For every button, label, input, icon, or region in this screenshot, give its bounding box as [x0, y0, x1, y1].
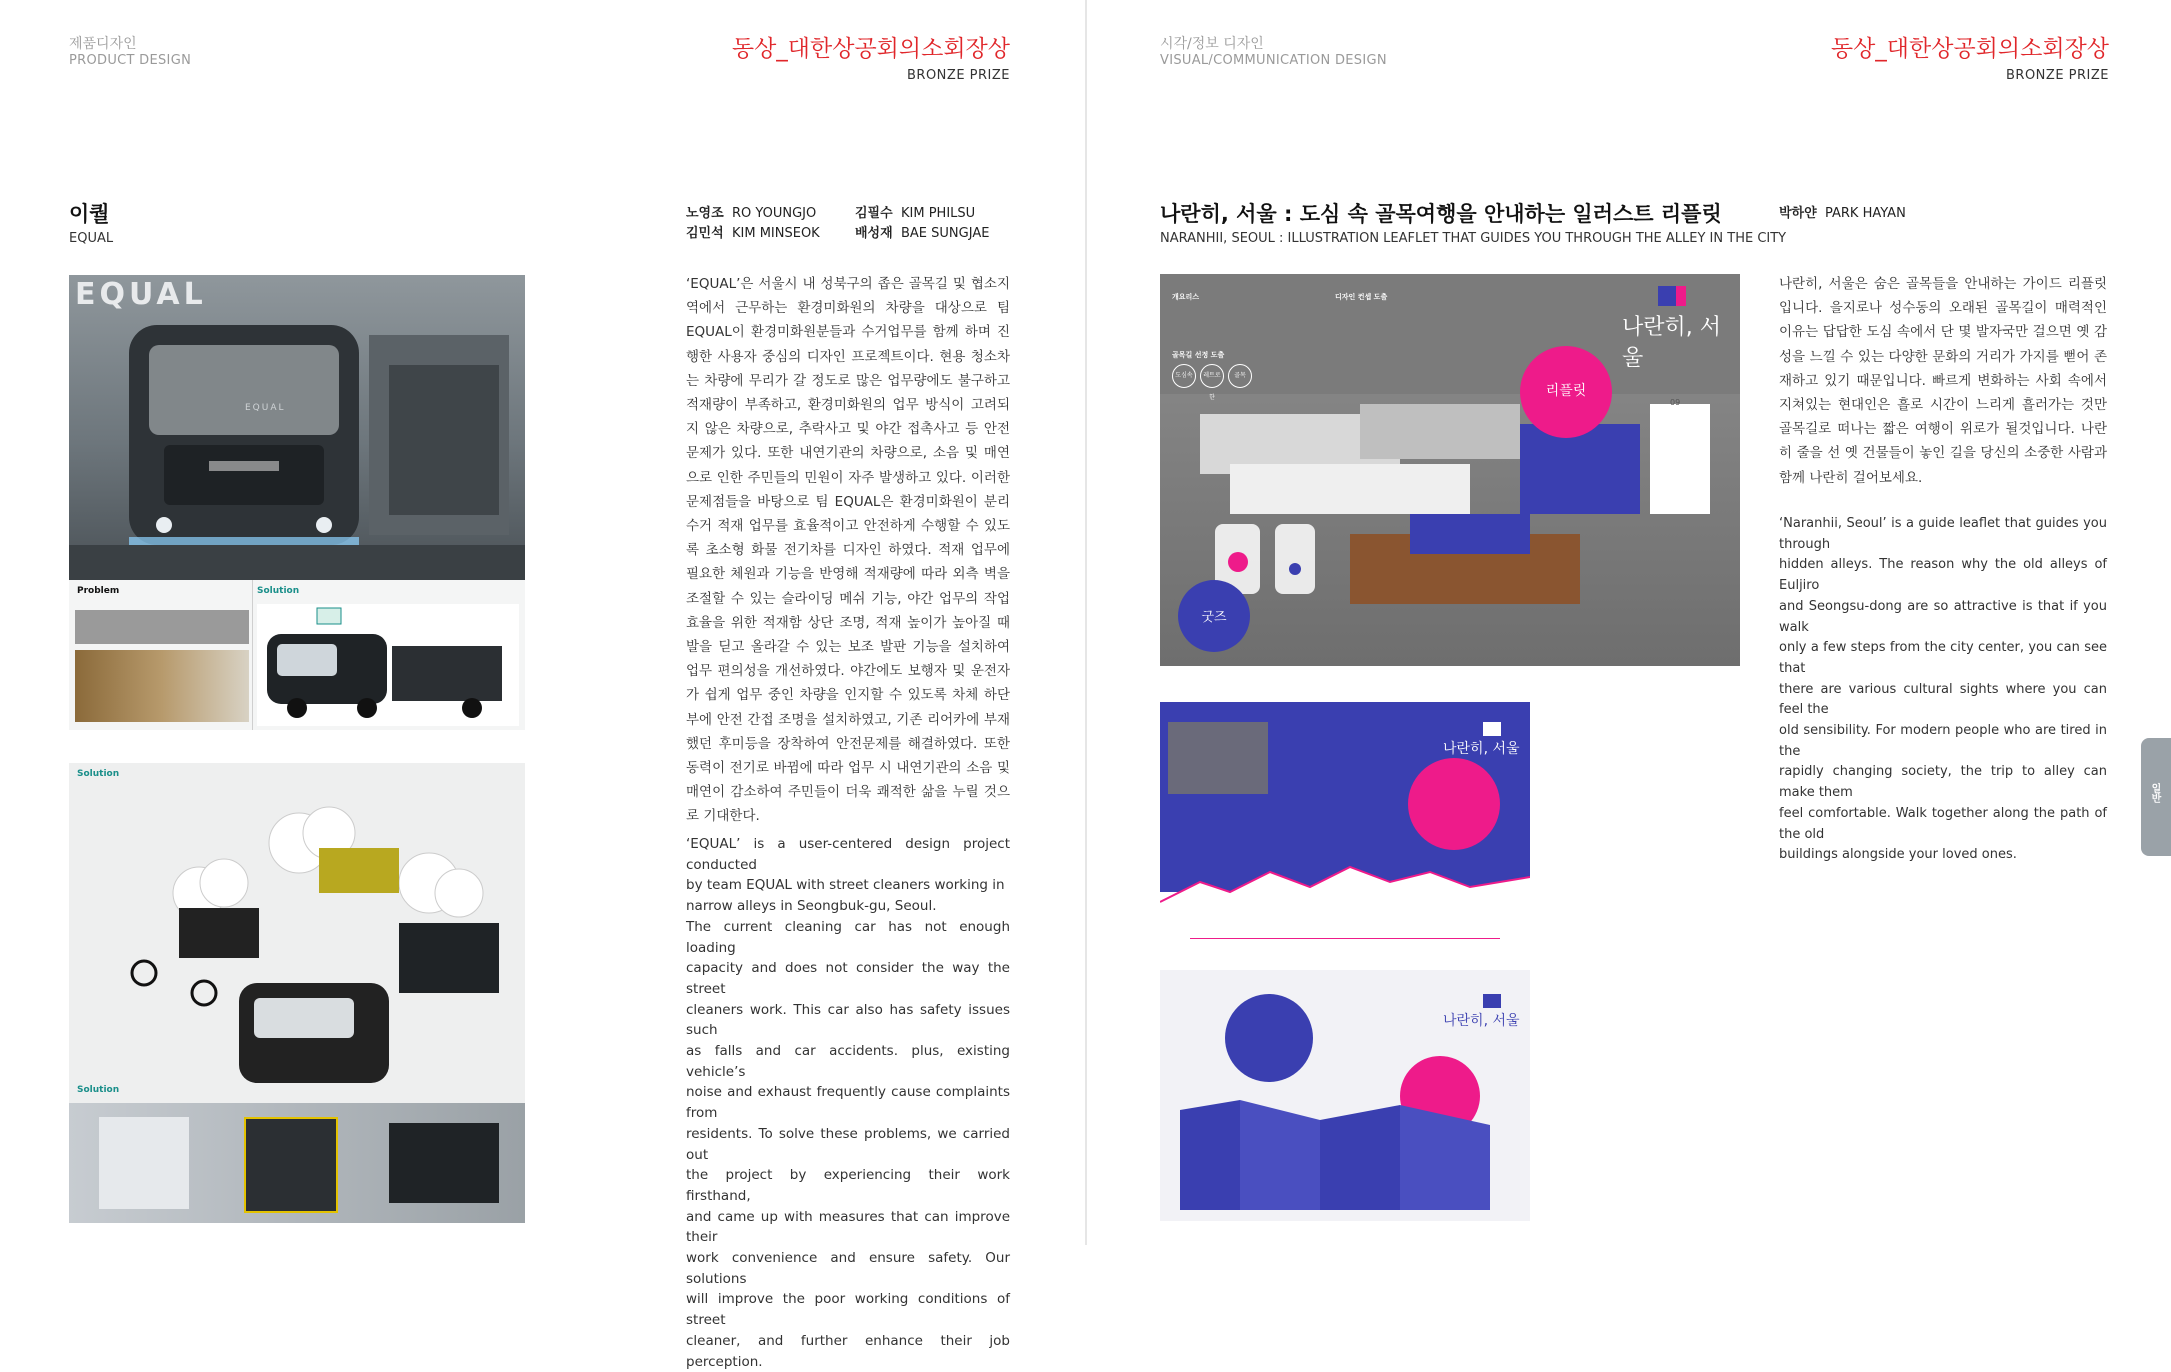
- solution-label-bottom: Solution: [77, 1085, 120, 1095]
- description-en-line: will improve the poor working conditions of street: [686, 1291, 1010, 1329]
- detail-render: [99, 1117, 189, 1209]
- description-en-line: old sensibility. For modern people who are tired in the: [1779, 723, 2107, 759]
- brand-mark-icon: [1483, 722, 1501, 736]
- equal-logo: EQUAL: [75, 277, 207, 312]
- member-name-en: KIM PHILSU: [901, 206, 976, 221]
- detail-render: [244, 1117, 338, 1213]
- concept-chip: 골목: [1228, 364, 1252, 388]
- project-title-ko: 이퀄: [69, 202, 110, 226]
- description-en-line: ‘EQUAL’ is a user-centered design project conducted: [686, 836, 1010, 873]
- description-en-line: cleaners work. This car also has safety issues such: [686, 1001, 1010, 1039]
- team-member: [686, 222, 820, 241]
- team-member: [1779, 202, 1906, 221]
- fold-marker-line: [1190, 938, 1500, 939]
- left-page: [0, 0, 1085, 1370]
- vehicle-label: EQUAL: [245, 403, 286, 413]
- member-name-en: RO YOUNGJO: [732, 206, 817, 221]
- detail-render: [389, 1123, 499, 1203]
- leaflet-badge: [1520, 346, 1612, 438]
- vehicle-illustration: [69, 275, 525, 580]
- member-name-ko: 김민석: [686, 226, 724, 241]
- description-en-line: the project by experiencing their work firsthand,: [686, 1167, 1010, 1204]
- problem-photo-strip: [75, 610, 249, 644]
- equal-hero-image: [69, 275, 525, 580]
- description-en-line: only a few steps from the city center, you can see that: [1779, 640, 2107, 676]
- side-tab-label: 일반: [2149, 783, 2160, 803]
- description-ko: ‘EQUAL’은 서울시 내 성북구의 좁은 골목길 및 협소지역에서 근무하는 환경미화원의 차량을 대상으로 팀 EQUAL이 환경미화원분들과 수거업무를 함께 하며 진행한 사용자 중심의 디자인 프로젝트이다. 현용 청소차는 차량에 무리가 갈 정도로 많은 업무량에도 불구하고 적재량이 부족하고, 환경미화원의 업무 방식이 고려되지 않은 차량으로, 추락사고 및 야간 접촉사고 등 안전 문제가 있다. 또한 내연기관의 차량으로, 소음 및 매연으로 인한 주민들의 민원이 자주 발생하고 있다. 이러한 문제점들을 바탕으로 팀 EQUAL은 환경미화원이 분리수거 적재 업무를 효율적이고 안전하게 수행할 수 있도록 초소형 화물 전기차를 디자인 하였다. 적재 업무에 필요한 체원과 기능을 반영해 적재량에 따라 외측 벽을 조절할 수 있는 슬라이딩 메쉬 기능, 야간 업무의 작업효율을 위한 적재함 상단 조명, 적재 높이가 높아질 때 발을 딛고 올라갈 수 있는 보조 발판 기능을 설치하여 업무 편의성을 개선하였다. 야간에도 보행자 및 운전자가 쉽게 업무 중인 차량을 인지할 수 있도록 차체 하단부에 안전 간접 조명을 설치하였고, 기존 리어카에 부재했던 후미등을 장착하여 안전문제를 해결하였다. 또한 동력이 전기로 바뀜에 따라 업무 시 내연기관의 소음 및 매연이 감소하여 주민들이 더욱 쾌적한 삶을 누릴 것으로 기대한다.: [686, 276, 1010, 825]
- team-member: [855, 222, 989, 241]
- problem-label: Problem: [77, 586, 120, 596]
- description-en-line: residents. To solve these problems, we carried out: [686, 1125, 1010, 1163]
- naranhi-hero-image: [1160, 274, 1740, 666]
- description-en-line: work convenience and ensure safety. Our solutions: [686, 1250, 1010, 1287]
- description-en-line: rapidly changing society, the trip to alley can make them: [1779, 764, 2107, 801]
- description-en-line: feel comfortable. Walk together along the path of the old: [1779, 805, 2107, 842]
- folded-map-illustration: [1160, 1090, 1530, 1221]
- goods-badge-label: 굿즈: [1201, 610, 1227, 625]
- description-en-line: narrow alleys in Seongbuk-gu, Seoul.: [686, 898, 937, 915]
- solution-label-top: Solution: [77, 769, 120, 779]
- member-name-ko: 노영조: [686, 206, 724, 221]
- solution-label: Solution: [257, 586, 300, 596]
- team-member: [686, 202, 816, 221]
- project-title-en: EQUAL: [69, 231, 114, 246]
- description-en-line: hidden alleys. The reason why the old alleys of Euljiro: [1779, 557, 2107, 594]
- description-ko: 나란히, 서울은 숨은 골목들을 안내하는 가이드 리플릿입니다. 을지로나 성수동의 오래된 골목길이 매력적인 이유는 답답한 도심 속에서 단 몇 발자국만 걸으면 옛 감성을 느낄 수 있는 다양한 문화의 거리가 가지를 뻗어 존재하고 있기 때문입니다. 빠르게 변화하는 사회 속에서 지쳐있는 현대인은 흘로 시간이 느리게 흘러가는 것만 골목길로 떠나는 짧은 여행이 위로가 될것입니다. 나란히 줄을 선 옛 건물들이 놓인 길을 당신의 소중한 사람과 함께 나란히 걸어보세요.: [1779, 276, 2107, 486]
- brand-title: 나란히, 서울: [1443, 1013, 1520, 1029]
- project-title-en: NARANHII, SEOUL : ILLUSTRATION LEAFLET THAT GUIDES YOU THROUGH THE ALLEY IN THE CITY: [1160, 231, 1787, 246]
- map-circle: [1225, 994, 1313, 1082]
- description-en-line: noise and exhaust frequently cause complaints from: [686, 1084, 1010, 1122]
- description-en: [1779, 514, 2107, 866]
- description-en-line: there are various cultural sights where you can feel the: [1779, 681, 2107, 718]
- project-title-ko: 나란히, 서울 : 도심 속 골목여행을 안내하는 일러스트 리플릿: [1160, 202, 1722, 226]
- detail-renders-strip: [69, 1103, 525, 1223]
- member-name-en: KIM MINSEOK: [732, 226, 820, 241]
- member-name-ko: 김필수: [855, 206, 893, 221]
- brand-title: 나란히, 서울: [1622, 315, 1721, 371]
- leaflet-badge-label: 리플릿: [1545, 383, 1587, 399]
- problem-photo: [75, 650, 249, 722]
- description-en-line: ‘Naranhii, Seoul’ is a guide leaflet that guides you through: [1779, 516, 2107, 552]
- member-name-en: PARK HAYAN: [1825, 206, 1906, 221]
- solution-vehicle-render: [257, 604, 519, 726]
- prize-en: BRONZE PRIZE: [907, 68, 1010, 83]
- description-en-line: and came up with measures that can improve their: [686, 1208, 1010, 1246]
- loaded-vehicle-illustration: [69, 783, 525, 1113]
- description-en-line: The current cleaning car has not enough loading: [686, 918, 1010, 956]
- prize-en: BRONZE PRIZE: [2006, 68, 2109, 83]
- description-en: [686, 834, 1010, 1372]
- section-side-tab[interactable]: [2141, 738, 2171, 856]
- prize-ko: 동상_대한상공회의소회장상: [731, 36, 1010, 62]
- panel-heading: 디자인 컨셉 도출: [1335, 293, 1388, 301]
- goods-badge: [1178, 580, 1250, 652]
- concept-chip: 레트로한: [1200, 364, 1224, 388]
- brand-mark-accent: [1676, 286, 1686, 306]
- leaflet-front-image: [1160, 702, 1530, 970]
- panel-divider: [252, 580, 253, 730]
- leaflet-map-image: [1160, 970, 1530, 1221]
- category-en: PRODUCT DESIGN: [69, 53, 192, 68]
- card-number: 09: [1670, 398, 1681, 407]
- description-en-line: and Seongsu-dong are so attractive is that if you walk: [1779, 598, 2107, 635]
- description-en-line: capacity and does not consider the way the street: [686, 960, 1010, 997]
- team-member: [855, 202, 975, 221]
- member-name-ko: 박하얀: [1779, 206, 1817, 221]
- brand-mark-icon: [1483, 994, 1501, 1008]
- description-en-line: cleaner, and further enhance their job perception.: [686, 1332, 1010, 1370]
- member-name-ko: 배성재: [855, 226, 893, 241]
- category-ko: 시각/정보 디자인: [1160, 36, 1264, 52]
- brand-title: 나란히, 서울: [1443, 741, 1520, 757]
- leaflet-pink-circle: [1408, 758, 1500, 850]
- panel-heading: 골목길 선정 도출: [1172, 351, 1225, 359]
- equal-loaded-render: [69, 763, 525, 1223]
- category-en: VISUAL/COMMUNICATION DESIGN: [1160, 53, 1387, 68]
- problem-solution-panel: [69, 580, 525, 730]
- leaflet-photo-grid: [1168, 722, 1268, 794]
- description-en-line: as falls and car accidents. plus, existing vehicle’s: [686, 1043, 1010, 1080]
- panel-heading: 개요리스: [1172, 293, 1200, 301]
- alley-illustration: [1160, 842, 1530, 922]
- description-en-line: by team EQUAL with street cleaners working in: [686, 877, 1005, 894]
- prize-ko: 동상_대한상공회의소회장상: [1830, 36, 2109, 62]
- member-name-en: BAE SUNGJAE: [901, 226, 990, 241]
- category-ko: 제품디자인: [69, 36, 137, 52]
- right-page: [1087, 0, 2171, 1245]
- concept-chip: 도심속: [1172, 364, 1196, 388]
- description-en-line: buildings alongside your loved ones.: [1779, 847, 2017, 863]
- brand-mark-icon: [1658, 286, 1686, 306]
